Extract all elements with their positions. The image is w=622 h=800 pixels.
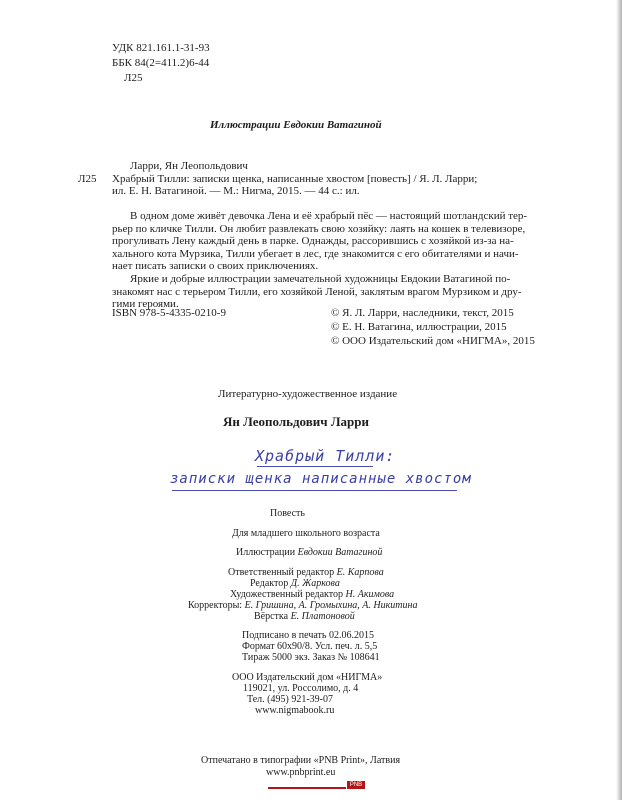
catalog-line-2: ил. Е. Н. Ватагиной. — М.: Нигма, 2015. — 44 с.: ил. [112, 185, 360, 198]
print-signed: Подписано в печать 02.06.2015 [242, 630, 374, 641]
copyright-text: © Я. Л. Ларри, наследники, текст, 2015 [331, 307, 514, 319]
printer-website-link[interactable]: www.pnbprint.eu [266, 767, 336, 778]
handwritten-underline-1 [257, 466, 373, 467]
staff-row: Художественный редактор Н. Акимова [230, 589, 395, 600]
staff-row: Редактор Д. Жаркова [250, 578, 340, 589]
staff-row: Вёрстка Е. Платоновой [254, 611, 355, 622]
pnb-logo: PNB [347, 781, 365, 789]
pnb-logo-bar [268, 787, 346, 789]
bbk-code: ББК 84(2=411.2)6-44 [112, 57, 210, 69]
handwritten-title-line-2: записки щенка написанные хвостом [170, 471, 472, 487]
print-format: Формат 60х90/8. Усл. печ. л. 5,5 [242, 641, 378, 652]
annotation [112, 210, 552, 311]
author-name: Ян Леопольдович Ларри [223, 414, 369, 429]
catalog-card [112, 160, 552, 198]
genre: Повесть [270, 508, 305, 519]
isbn: ISBN 978-5-4335-0210-9 [112, 307, 226, 319]
illustrations-credit: Иллюстрации Евдокии Ватагиной [236, 547, 383, 558]
staff-row: Ответственный редактор Е. Карпова [228, 567, 384, 578]
author-mark: Л25 [124, 72, 143, 84]
publisher-website-link[interactable]: www.nigmabook.ru [255, 705, 335, 716]
illustrator-line: Иллюстрации Евдокии Ватагиной [210, 119, 382, 131]
publisher-address: 119021, ул. Россолимо, д. 4 [243, 683, 359, 694]
staff-row: Корректоры: Е. Гришина, А. Громыхина, А. Никитина [188, 600, 418, 611]
catalog-author: Ларри, Ян Леопольдович [130, 160, 248, 172]
udk-code: УДК 821.161.1-31-93 [112, 42, 210, 54]
audience: Для младшего школьного возраста [232, 528, 380, 539]
handwritten-title-line-1: Храбрый Тилли: [255, 447, 396, 465]
handwritten-underline-2 [172, 490, 457, 491]
copyright-illustrations: © Е. Н. Ватагина, иллюстрации, 2015 [331, 321, 507, 333]
print-run: Тираж 5000 экз. Заказ № 108641 [242, 652, 380, 663]
page-edge-shadow [616, 0, 622, 800]
publisher-phone: Тел. (495) 921-39-07 [247, 694, 333, 705]
printer-line: Отпечатано в типографии «PNB Print», Латвия [201, 755, 401, 766]
annotation-paragraph-2: Яркие и добрые иллюстрации замечательной художницы Евдокии Ватагиной по- знакомят нас с терьером Тилли, его хозяйкой Леной, заклятым врагом Мурзиком и дру- гими героями. [112, 272, 522, 311]
annotation-paragraph-1: В одном доме живёт девочка Лена и её храбрый пёс — настоящий шотландский тер- рьер по кличке Тилли. Он любит развлекать свою хозяйку: лаять на кошек в телевизоре, прогуливать Лену каждый день в парке. Однажды, рассорившись с хозяйкой из-за на- хального кота Мурзика, Тилли убегает в лес, где знакомится с его обитателями и начи- нает писать записки о своих приключениях. [112, 210, 528, 273]
publisher-name: ООО Издательский дом «НИГМА» [232, 672, 383, 683]
catalog-mark: Л25 [78, 173, 97, 185]
catalog-line-1: Храбрый Тилли: записки щенка, написанные хвостом [повесть] / Я. Л. Ларри; [112, 172, 478, 185]
edition-type: Литературно-художественное издание [218, 388, 398, 400]
copyright-publisher: © ООО Издательский дом «НИГМА», 2015 [331, 335, 535, 347]
